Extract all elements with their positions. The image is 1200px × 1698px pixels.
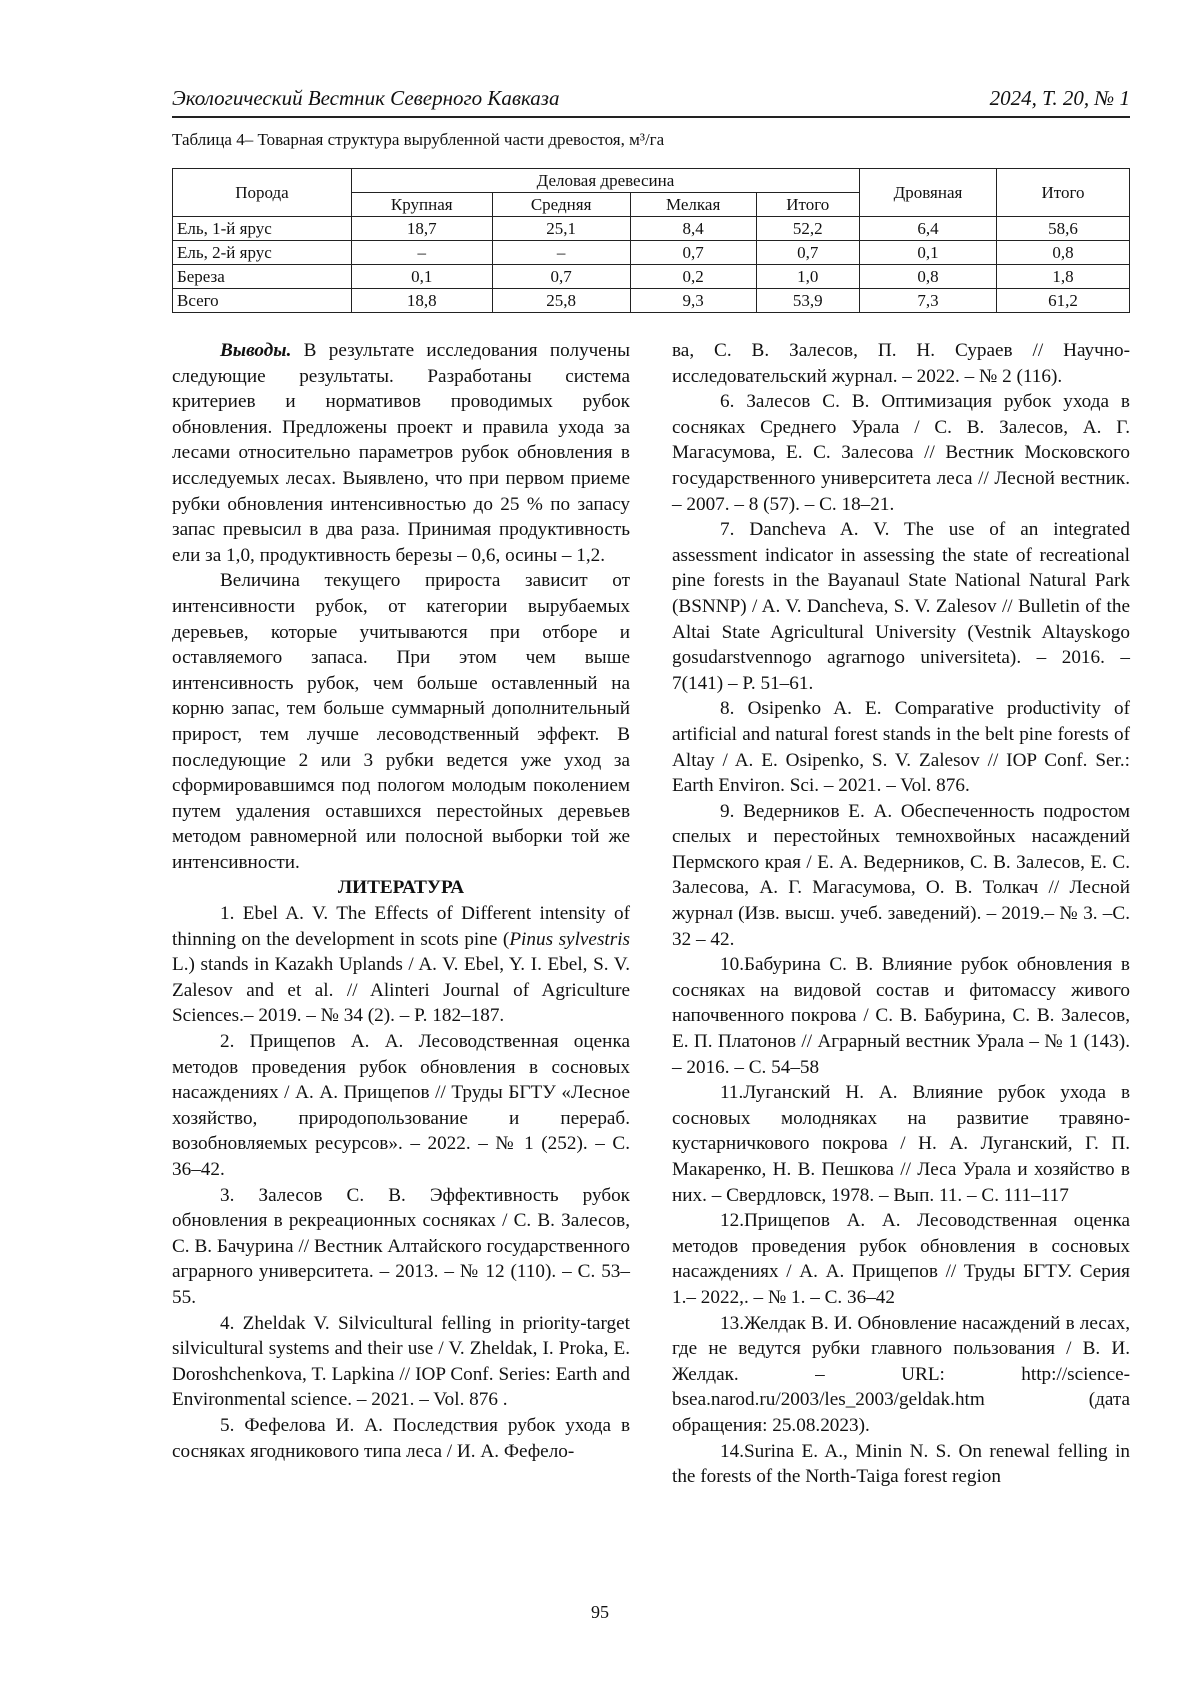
reference-text: L.) stands in Kazakh Uplands / A. V. Ebel, Y. I. Ebel, S. V. Zalesov and et al. // Alinteri Journal of Agriculture Sciences.– 2019. – № 34 (2). – P. 182–187. [172,954,630,1027]
table-header-row [173,169,1130,193]
reference-item [172,901,630,1029]
reference-item: 14.Surina E. A., Minin N. S. On renewal felling in the forests of the North-Taiga forest region [672,1440,1130,1488]
left-column [172,338,630,1464]
reference-item: 2. Прищепов А. А. Лесоводственная оценка методов проведения рубок обновления в сосновых насаждениях / А. А. Прищепов // Труды БГТУ «Лесное хозяйство, природопользование и перераб. возобновляемых ресурсов». – 2022. – № 1 (252). – С. 36–42. [172,1031,630,1180]
table-cell: 0,7 [630,241,756,265]
table-caption: Таблица 4– Товарная структура вырубленной части древостоя, м³/га [172,130,665,149]
header-species: Порода [173,169,352,217]
conclusions-keyword: Выводы. [220,340,292,361]
conclusions-text: В результате исследования получены следующие результаты. Разработаны система критериев и нормативов проводимых рубок обновления. Предложены проект и правила ухода за лесами относительно параметров рубок обновления в исследуемых лесах. Выявлено, что при первом приеме рубки обновления интенсивностью до 25 % по запасу запас превысил в два раза. Принимая продуктивность ели за 1,0, продуктивность березы – 0,6, осины – 1,2. [172,340,630,566]
table-cell: 0,2 [630,265,756,289]
table-cell: 1,8 [997,265,1130,289]
table-cell: 25,1 [492,217,630,241]
reference-item: 7. Dancheva A. V. The use of an integrated assessment indicator in assessing the state of recreational pine forests in the Bayanaul State National Natural Park (BSNNP) / A. V. Dancheva, S. V. Zalesov // Bulletin of the Altai State Agricultural University (Vestnik Altayskogo gosudarstvennogo agrarnogo universiteta). – 2016. – 7(141) – P. 51–61. [672,519,1130,694]
page-number: 95 [591,1602,609,1622]
reference-item: 4. Zheldak V. Silvicultural felling in priority-target silvicultural systems and their use / V. Zheldak, I. Proka, E. Doroshchenkova, T. Lapkina // IOP Conf. Series: Earth and Environmental science. – 2021. – Vol. 876 . [172,1312,630,1411]
table-cell: 18,7 [352,217,493,241]
running-header [172,86,1130,118]
reference-item: 6. Залесов С. В. Оптимизация рубок ухода в сосняках Среднего Урала / С. В. Залесов, А. Г. Магасумова, Е. С. Залесова // Вестник Московского государственного университета леса // Лесной вестник. – 2007. – 8 (57). – С. 18–21. [672,391,1130,515]
right-column [672,338,1130,1490]
table-cell: 1,0 [756,265,859,289]
table-cell: 9,3 [630,289,756,313]
reference-text: 1. Ebel A. V. The Effects of Different intensity of thinning on the development in scots pine ( [172,903,630,950]
table-cell: 7,3 [860,289,997,313]
table-cell: Береза [173,265,352,289]
table-row [173,217,1130,241]
table-cell: 52,2 [756,217,859,241]
header-medium: Средняя [492,193,630,217]
reference-item: 13.Желдак В. И. Обновление насаждений в лесах, где не ведутся рубки главного пользования / В. И. Желдак. – URL: http://science-bsea.narod.ru/2003/les_2003/geldak.htm (дата обращения: 25.08.2023). [672,1312,1130,1436]
header-firewood: Дровяная [860,169,997,217]
table-row [173,289,1130,313]
issue-info: 2024, Т. 20, № 1 [989,86,1130,110]
table-cell: – [352,241,493,265]
body-paragraph: Величина текущего прироста зависит от интенсивности рубок, от категории вырубаемых деревьев, которые учитываются при отборе и оставляемого запаса. При этом чем выше интенсивность рубок, чем больше оставленный на корню запас, тем больше суммарный дополнительный прирост, тем лучше лесоводственный эффект. В последующие 2 или 3 рубки ведется уже уход за сформировавшимся под пологом молодым поколением путем удаления оставшихся перестойных деревьев методом равномерной или полосной выборки той же интенсивности. [172,570,630,873]
table-cell: – [492,241,630,265]
table-cell: Ель, 2-й ярус [173,241,352,265]
reference-item: 10.Бабурина С. В. Влияние рубок обновления в сосняках на видовой состав и фитомассу живого напочвенного покрова / С. В. Бабурина, С. В. Залесов, Е. П. Платонов // Аграрный вестник Урала – № 1 (143). – 2016. – С. 54–58 [672,954,1130,1078]
header-subtotal: Итого [756,193,859,217]
table-row [173,265,1130,289]
table-cell: 0,7 [756,241,859,265]
product-structure-table [172,168,1130,313]
table-cell: 0,8 [860,265,997,289]
conclusions-paragraph [172,338,630,568]
references-heading: ЛИТЕРАТУРА [337,877,465,899]
table-row [173,241,1130,265]
table-cell: 58,6 [997,217,1130,241]
reference-item: 11.Луганский Н. А. Влияние рубок ухода в сосновых молодняках на развитие травяно-кустарничкового покрова / Н. А. Луганский, Г. П. Макаренко, Н. В. Пешкова // Леса Урала и хозяйство в них. – Свердловск, 1978. – Вып. 11. – С. 111–117 [672,1082,1130,1206]
header-total: Итого [997,169,1130,217]
reference-item: 5. Фефелова И. А. Последствия рубок ухода в сосняках ягодникового типа леса / И. А. Фефело- [172,1414,630,1462]
header-small: Мелкая [630,193,756,217]
table-cell: 25,8 [492,289,630,313]
table-cell: 0,1 [860,241,997,265]
header-large: Крупная [352,193,493,217]
journal-title: Экологический Вестник Северного Кавказа [172,86,560,110]
table-cell: 0,7 [492,265,630,289]
table-cell: 0,1 [352,265,493,289]
reference-item: 12.Прищепов А. А. Лесоводственная оценка методов проведения рубок обновления в сосновых насаждениях / А. А. Прищепов // Труды БГТУ. Серия 1.– 2022,. – № 1. – С. 36–42 [672,1210,1130,1308]
table-cell: 0,8 [997,241,1130,265]
table-cell: 61,2 [997,289,1130,313]
reference-item: 8. Osipenko A. E. Comparative productivity of artificial and natural forest stands in the belt pine forests of Altay / A. E. Osipenko, S. V. Zalesov // IOP Conf. Ser.: Earth Environ. Sci. – 2021. – Vol. 876. [672,698,1130,797]
table-cell: Всего [173,289,352,313]
table-cell: Ель, 1-й ярус [173,217,352,241]
reference-item: 9. Ведерников Е. А. Обеспеченность подростом спелых и перестойных темнохвойных насаждений Пермского края / Е. А. Ведерников, С. В. Залесов, Е. С. Залесова, А. Г. Магасумова, О. В. Толкач // Лесной журнал (Изв. высш. учеб. заведений). – 2019.– № 3. –С. 32 – 42. [672,800,1130,950]
table-cell: 18,8 [352,289,493,313]
header-business-wood: Деловая древесина [352,169,860,193]
reference-item: ва, С. В. Залесов, П. Н. Сураев // Научно-исследовательский журнал. – 2022. – № 2 (116). [672,340,1130,387]
table-cell: 53,9 [756,289,859,313]
table-cell: 8,4 [630,217,756,241]
reference-item: 3. Залесов С. В. Эффективность рубок обновления в рекреационных сосняках / С. В. Залесов, С. В. Бачурина // Вестник Алтайского государственного аграрного университета. – 2013. – № 12 (110). – С. 53–55. [172,1184,630,1308]
table-cell: 6,4 [860,217,997,241]
species-name: Pinus sylvestris [509,928,631,950]
